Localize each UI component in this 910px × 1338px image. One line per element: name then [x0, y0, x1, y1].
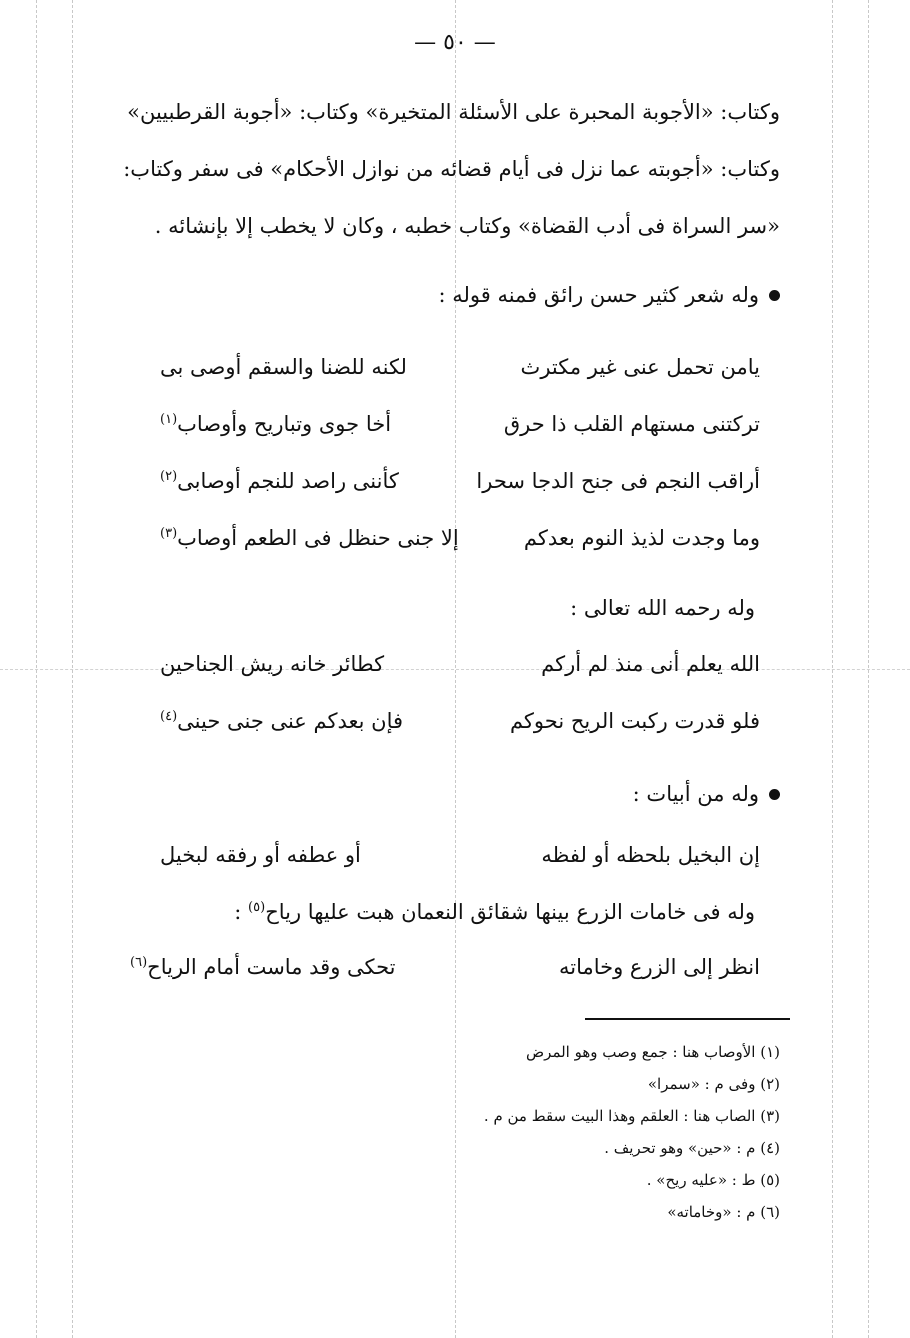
prose-line: وكتاب: «أجوبته عما نزل فى أيام قضائه من نوازل الأحكام» فى سفر وكتاب: [123, 157, 780, 181]
intro-text: وله فى خامات الزرع بينها شقائق النعمان هبت عليها رياح$^{(٥)}$ : [234, 900, 755, 924]
bullet-icon [769, 290, 780, 301]
first-hemistich: يامن تحمل عنى غير مكترث [520, 355, 760, 379]
footnote-mark: (٣) [160, 526, 178, 541]
hemistich-text: تحكى وقد ماست أمام الرياح [147, 955, 396, 979]
second-hemistich [160, 412, 391, 436]
footnote: (٢) وفى م : «سمرا» [647, 1075, 780, 1093]
first-hemistich: وما وجدت لذيذ النوم بعدكم [523, 526, 760, 550]
footnotes [484, 1036, 780, 1228]
verse-intro [234, 900, 755, 924]
intro-body: وله فى خامات الزرع بينها شقائق النعمان هبت عليها رياح [265, 900, 755, 924]
footnote-mark: (٢) [160, 469, 178, 484]
footnote: (٦) م : «وخاماته» [667, 1203, 780, 1221]
first-hemistich: تركتنى مستهام القلب ذا حرق [503, 412, 760, 436]
first-hemistich: الله يعلم أنى منذ لم أركم [541, 652, 760, 676]
footnote: (١) الأوصاب هنا : جمع وصب وهو المرض [526, 1043, 780, 1061]
first-hemistich: إن البخيل بلحظه أو لفظه [541, 843, 760, 867]
footnote-mark: (٤) [160, 709, 178, 724]
heading-text: وله من أبيات : [632, 782, 759, 806]
first-hemistich: فلو قدرت ركبت الريح نحوكم [509, 709, 760, 733]
heading-text: وله شعر كثير حسن رائق فمنه قوله : [438, 283, 759, 307]
hemistich-text: فإن بعدكم عنى جنى حينى [177, 709, 404, 733]
footnote-mark: (١) [160, 412, 178, 427]
first-hemistich: انظر إلى الزرع وخاماته [558, 955, 760, 979]
hemistich-text: أخا جوى وتباريح وأوصاب [177, 412, 392, 436]
hemistich-text: كأننى راصد للنجم أوصابى [177, 469, 399, 493]
second-hemistich [160, 652, 384, 676]
section-heading [570, 596, 755, 620]
section-heading [633, 782, 780, 806]
second-hemistich [160, 709, 403, 733]
footnote: (٣) الصاب هنا : العلقم وهذا البيت سقط من م . [483, 1107, 780, 1125]
footnote: (٤) م : «حين» وهو تحريف . [604, 1139, 780, 1157]
section-heading [438, 283, 780, 307]
prose-line: «سر السراة فى أدب القضاة» وكتاب خطبه ، وكان لا يخطب إلا بإنشائه . [154, 214, 780, 238]
footnote-mark: (٥) [248, 900, 266, 915]
footnote: (٥) ط : «عليه ريح» . [646, 1171, 780, 1189]
heading-text: وله رحمه الله تعالى : [570, 596, 755, 620]
bullet-icon [769, 789, 780, 800]
first-hemistich: أراقب النجم فى جنح الدجا سحرا [476, 469, 760, 493]
scan-guide-line [0, 669, 910, 670]
second-hemistich [160, 355, 407, 379]
page-number: — ٥٠ — [414, 30, 496, 55]
hemistich-text: إلا جنى حنظل فى الطعم أوصاب [177, 526, 459, 550]
second-hemistich [160, 469, 399, 493]
hemistich-text: كطائر خانه ريش الجناحين [160, 652, 385, 676]
hemistich-text: لكنه للضنا والسقم أوصى بى [160, 355, 407, 379]
second-hemistich: أو عطفه أو رفقه لبخيل [160, 843, 361, 867]
prose-line: وكتاب: «الأجوبة المحبرة على الأسئلة المتخيرة» وكتاب: «أجوبة القرطبيين» [127, 100, 780, 124]
second-hemistich [160, 526, 459, 550]
footnote-mark: (٦) [130, 955, 148, 970]
second-hemistich [130, 955, 396, 979]
footnote-separator [585, 1018, 790, 1020]
